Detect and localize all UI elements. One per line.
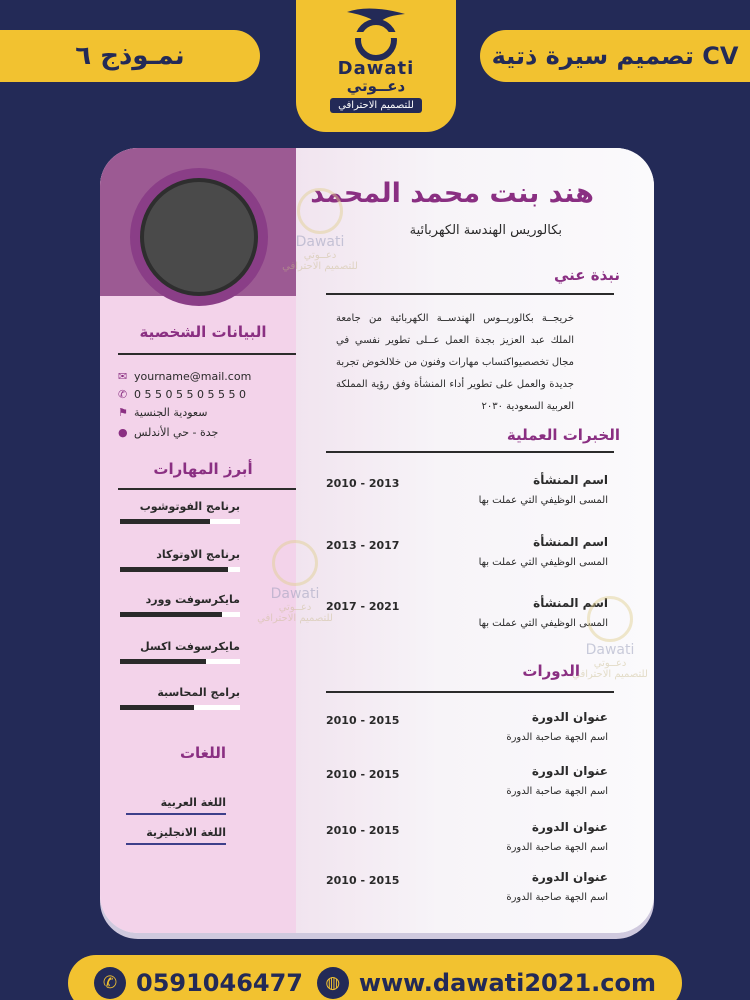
course-title: عنوان الدورة [531, 820, 608, 834]
experience-rule [326, 451, 614, 453]
company-name: اسم المنشأة [533, 473, 608, 487]
skill-label: برنامج الفوتوشوب [139, 500, 240, 513]
brand-logo [296, 0, 456, 132]
course-entry [326, 870, 608, 914]
skill-item [120, 548, 240, 572]
watermark-en: Dawati [270, 586, 320, 602]
location-pin-icon: ● [118, 426, 128, 439]
course-entry [326, 820, 608, 864]
skill-bar-fill [120, 612, 222, 617]
course-dates: 2010 - 2015 [326, 874, 400, 887]
watermark-ar: دعــوتي [303, 250, 337, 261]
course-title: عنوان الدورة [531, 764, 608, 778]
skills-rule [118, 488, 296, 490]
watermark-tagline: للتصميم الاحترافي [572, 669, 648, 680]
courses-rule [326, 691, 614, 693]
watermark [275, 188, 365, 272]
company-name: اسم المنشأة [533, 535, 608, 549]
skill-item [120, 593, 240, 617]
experience-dates: 2010 - 2013 [326, 477, 400, 490]
email-value: yourname@mail.com [134, 370, 252, 383]
language-underline [126, 813, 226, 815]
whatsapp-icon: ✆ [94, 967, 126, 999]
watermark-ar: دعــوتي [593, 658, 627, 669]
contact-footer [68, 955, 682, 1000]
languages-heading: اللغات [179, 744, 227, 762]
skill-item [120, 686, 240, 710]
about-rule [326, 293, 614, 295]
email-icon: ✉ [118, 370, 128, 383]
skills-heading: أبرز المهارات [153, 460, 253, 478]
language-item [126, 826, 226, 845]
bird-logo-icon [339, 6, 413, 62]
language-label: اللغة الانجليزية [146, 826, 226, 839]
footer-phone[interactable]: 0591046477 [136, 969, 303, 997]
cv-design-label: تصميم سيرة ذتية CV [491, 42, 739, 70]
skill-bar-fill [120, 519, 210, 524]
course-org: اسم الجهة صاحبة الدورة [506, 842, 608, 853]
logo-name-ar: دعــوتي [346, 77, 406, 95]
phone-icon: ✆ [118, 388, 128, 401]
course-org: اسم الجهة صاحبة الدورة [506, 892, 608, 903]
skill-bar-track [120, 612, 240, 617]
course-title: عنوان الدورة [531, 870, 608, 884]
profile-photo [140, 178, 258, 296]
experience-heading: الخبرات العملية [506, 426, 620, 444]
courses-heading: الدورات [522, 662, 580, 680]
course-org: اسم الجهة صاحبة الدورة [506, 786, 608, 797]
candidate-name: هند بنت محمد المحمد [310, 178, 594, 209]
candidate-degree: بكالوريس الهندسة الكهربائية [409, 223, 562, 238]
location-row [118, 426, 278, 439]
skill-label: مايكرسوفت وورد [145, 593, 240, 606]
watermark-tagline: للتصميم الاحترافي [257, 613, 333, 624]
phone-value: 0 5 5 0 5 5 0 5 5 5 0 [134, 388, 246, 401]
template-number-label: نمـوذج ٦ [75, 41, 185, 71]
course-dates: 2010 - 2015 [326, 768, 400, 781]
flag-icon: ⚑ [118, 406, 128, 419]
watermark [250, 540, 340, 624]
course-dates: 2010 - 2015 [326, 824, 400, 837]
watermark-en: Dawati [585, 642, 635, 658]
experience-dates: 2013 - 2017 [326, 539, 400, 552]
watermark-ar: دعــوتي [278, 602, 312, 613]
course-dates: 2010 - 2015 [326, 714, 400, 727]
experience-entry [326, 535, 608, 579]
about-heading: نبذة عني [553, 266, 620, 284]
skill-bar-track [120, 705, 240, 710]
job-title: المسى الوظيفي التي عملت بها [478, 495, 608, 506]
cv-design-banner [480, 30, 750, 82]
nationality-value: سعودية الجنسية [134, 406, 208, 419]
skill-label: مايكرسوفت اكسل [140, 640, 240, 653]
logo-tagline: للتصميم الاحترافي [330, 98, 422, 113]
course-entry [326, 710, 608, 754]
skill-bar-fill [120, 705, 194, 710]
cv-card [100, 148, 654, 933]
skill-bar-track [120, 519, 240, 524]
about-text: خريجــة بكالوريــوس الهندســة الكهربائية من جامعة الملك عبد العزيز بجدة العمل عــلى تطوير نفسي في مجال تخصصيواكتساب مهارات وفنون من خلالخوض تجربة جديدة والعمل على تطوير أداء المنشأة وفق رؤية المملكة العربية السعودية ٢٠٣٠ [336, 313, 574, 412]
logo-name-en: Dawati [337, 58, 415, 79]
course-title: عنوان الدورة [531, 710, 608, 724]
template-number-banner [0, 30, 260, 82]
footer-website[interactable]: www.dawati2021.com [358, 969, 656, 997]
skill-bar-fill [120, 659, 206, 664]
skill-item [120, 500, 240, 524]
watermark-tagline: للتصميم الاحترافي [282, 261, 358, 272]
language-label: اللغة العربية [160, 796, 226, 809]
course-org: اسم الجهة صاحبة الدورة [506, 732, 608, 743]
skill-bar-fill [120, 567, 228, 572]
experience-dates: 2017 - 2021 [326, 600, 400, 613]
watermark [565, 596, 654, 680]
skill-label: برنامج الاوتوكاد [156, 548, 240, 561]
profile-photo-frame [130, 168, 268, 306]
skill-item [120, 640, 240, 664]
nationality-row [118, 406, 278, 419]
experience-entry [326, 473, 608, 517]
skill-label: برامج المحاسبة [157, 686, 240, 699]
language-underline [126, 843, 226, 845]
globe-icon: ◍ [317, 967, 349, 999]
job-title: المسى الوظيفي التي عملت بها [478, 618, 608, 629]
personal-info-rule [118, 353, 296, 355]
watermark-en: Dawati [295, 234, 345, 250]
phone-row [118, 388, 278, 401]
location-value: جدة - حي الأندلس [134, 426, 219, 439]
skill-bar-track [120, 567, 240, 572]
skill-bar-track [120, 659, 240, 664]
job-title: المسى الوظيفي التي عملت بها [478, 557, 608, 568]
language-item [126, 796, 226, 815]
personal-info-heading: البيانات الشخصية [139, 323, 267, 341]
course-entry [326, 764, 608, 808]
email-row [118, 370, 278, 383]
company-name: اسم المنشأة [533, 596, 608, 610]
